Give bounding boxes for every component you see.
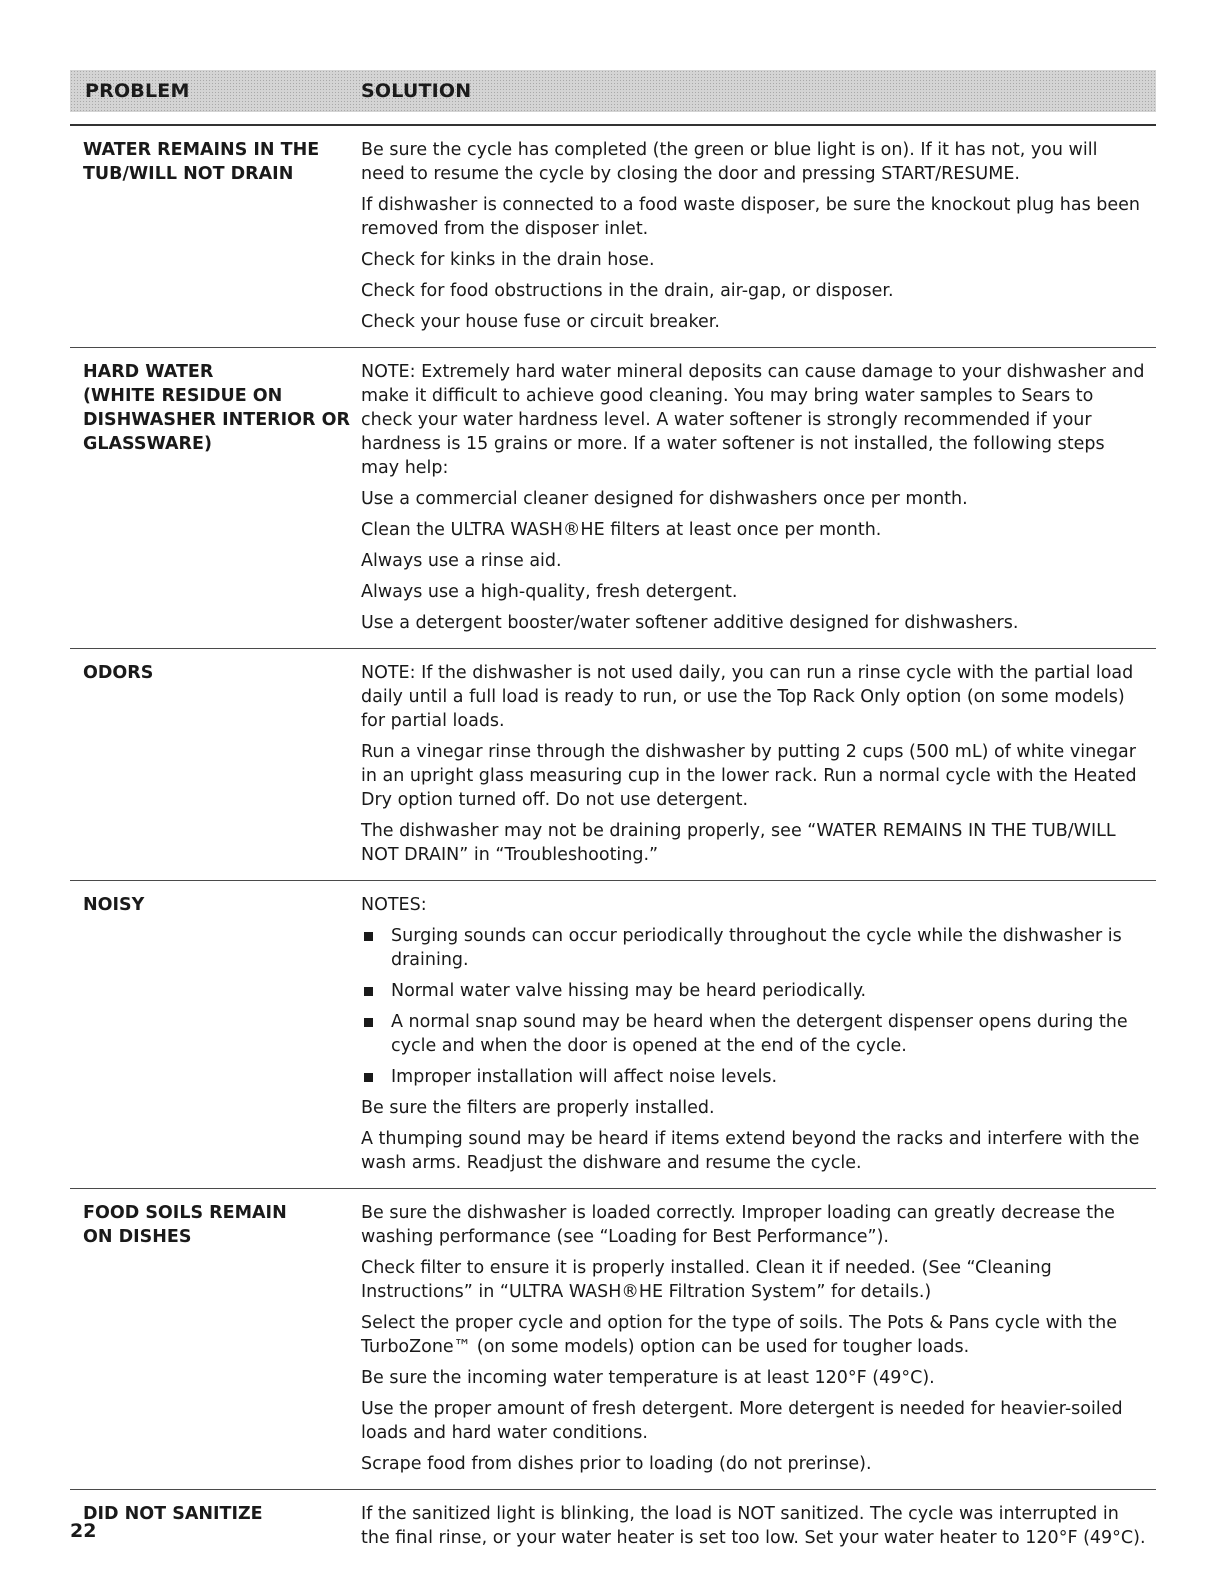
bullet-item: Surging sounds can occur periodically throughout the cycle while the dishwasher is draining. xyxy=(361,924,1146,972)
solution-paragraph: Use a detergent booster/water softener additive designed for dishwashers. xyxy=(361,613,1019,633)
problem-column-header: PROBLEM xyxy=(85,80,190,102)
solution-paragraph: NOTE: If the dishwasher is not used daily, you can run a rinse cycle with the partial load daily until a full load is ready to run, or use the Top Rack Only option (on some models) for partial loads. xyxy=(361,663,1134,731)
solution-cell xyxy=(361,661,1156,867)
notes-bullet-list xyxy=(361,924,1146,1089)
solution-paragraph: Be sure the incoming water temperature is at least 120°F (49°C). xyxy=(361,1368,935,1388)
solution-paragraph: Run a vinegar rinse through the dishwasher by putting 2 cups (500 mL) of white vinegar in an upright glass measuring cup in the lower rack. Run a normal cycle with the Heated Dry option turned off. Do not use detergent. xyxy=(361,742,1137,810)
problem-cell: WATER REMAINS IN THE TUB/WILL NOT DRAIN xyxy=(83,140,320,184)
table-row-odors xyxy=(70,649,1156,881)
solution-paragraph: NOTE: Extremely hard water mineral deposits can cause damage to your dishwasher and make it difficult to achieve good cleaning. You may bring water samples to Sears to check your water hardness level. A water softener is strongly recommended if your hardness is 15 grains or more. If a water softener is not installed, the following steps may help: xyxy=(361,362,1145,478)
problem-cell: FOOD SOILS REMAIN ON DISHES xyxy=(83,1203,287,1247)
solution-paragraph: Check filter to ensure it is properly installed. Clean it if needed. (See “Cleaning Instructions” in “ULTRA WASH®HE Filtration System” for details.) xyxy=(361,1258,1052,1302)
table-row-hard-water xyxy=(70,348,1156,649)
notes-label: NOTES: xyxy=(361,895,427,915)
bullet-item: Normal water valve hissing may be heard periodically. xyxy=(361,979,1146,1003)
solution-cell xyxy=(361,893,1156,1175)
problem-cell: ODORS xyxy=(83,663,154,683)
solution-paragraph: A thumping sound may be heard if items extend beyond the racks and interfere with the wash arms. Readjust the dishware and resume the cycle. xyxy=(361,1129,1140,1173)
solution-paragraph: Be sure the filters are properly installed. xyxy=(361,1098,715,1118)
page-number: 22 xyxy=(70,1520,97,1542)
table-row-did-not-sanitize xyxy=(70,1490,1156,1563)
solution-paragraph: The dishwasher may not be draining properly, see “WATER REMAINS IN THE TUB/WILL NOT DRAIN” in “Troubleshooting.” xyxy=(361,821,1116,865)
solution-column-header: SOLUTION xyxy=(361,80,472,102)
solution-paragraph: Select the proper cycle and option for the type of soils. The Pots & Pans cycle with the TurboZone™ (on some models) option can be used for tougher loads. xyxy=(361,1313,1118,1357)
solution-paragraph: Always use a rinse aid. xyxy=(361,551,562,571)
solution-paragraph: If dishwasher is connected to a food waste disposer, be sure the knockout plug has been removed from the disposer inlet. xyxy=(361,195,1141,239)
solution-paragraph: Clean the ULTRA WASH®HE filters at least once per month. xyxy=(361,520,882,540)
solution-paragraph: Always use a high-quality, fresh detergent. xyxy=(361,582,738,602)
solution-paragraph: Use the proper amount of fresh detergent. More detergent is needed for heavier-soiled loads and hard water conditions. xyxy=(361,1399,1123,1443)
solution-cell xyxy=(361,360,1156,635)
bullet-item: Improper installation will affect noise levels. xyxy=(361,1065,1146,1089)
solution-paragraph: Be sure the cycle has completed (the green or blue light is on). If it has not, you will need to resume the cycle by closing the door and pressing START/RESUME. xyxy=(361,140,1098,184)
table-row-water-remains xyxy=(70,124,1156,348)
problem-cell: NOISY xyxy=(83,895,145,915)
troubleshooting-page xyxy=(70,70,1156,1563)
solution-paragraph: Check your house fuse or circuit breaker. xyxy=(361,312,720,332)
bullet-item: A normal snap sound may be heard when the detergent dispenser opens during the cycle and when the door is opened at the end of the cycle. xyxy=(361,1010,1146,1058)
solution-paragraph: Check for kinks in the drain hose. xyxy=(361,250,655,270)
table-row-food-soils xyxy=(70,1189,1156,1490)
table-header xyxy=(70,70,1156,112)
solution-cell xyxy=(361,138,1156,334)
problem-cell: HARD WATER (WHITE RESIDUE ON DISHWASHER INTERIOR OR GLASSWARE) xyxy=(83,362,350,454)
solution-paragraph: Be sure the dishwasher is loaded correctly. Improper loading can greatly decrease the washing performance (see “Loading for Best Performance”). xyxy=(361,1203,1115,1247)
solution-cell xyxy=(361,1502,1156,1550)
solution-paragraph: Use a commercial cleaner designed for dishwashers once per month. xyxy=(361,489,968,509)
solution-cell xyxy=(361,1201,1156,1476)
table-row-noisy xyxy=(70,881,1156,1189)
solution-paragraph: Check for food obstructions in the drain, air-gap, or disposer. xyxy=(361,281,894,301)
solution-paragraph: Scrape food from dishes prior to loading (do not prerinse). xyxy=(361,1454,872,1474)
problem-cell: DID NOT SANITIZE xyxy=(83,1504,263,1524)
solution-paragraph: If the sanitized light is blinking, the load is NOT sanitized. The cycle was interrupted in the final rinse, or your water heater is set too low. Set your water heater to 120°F (49°C). xyxy=(361,1504,1146,1548)
